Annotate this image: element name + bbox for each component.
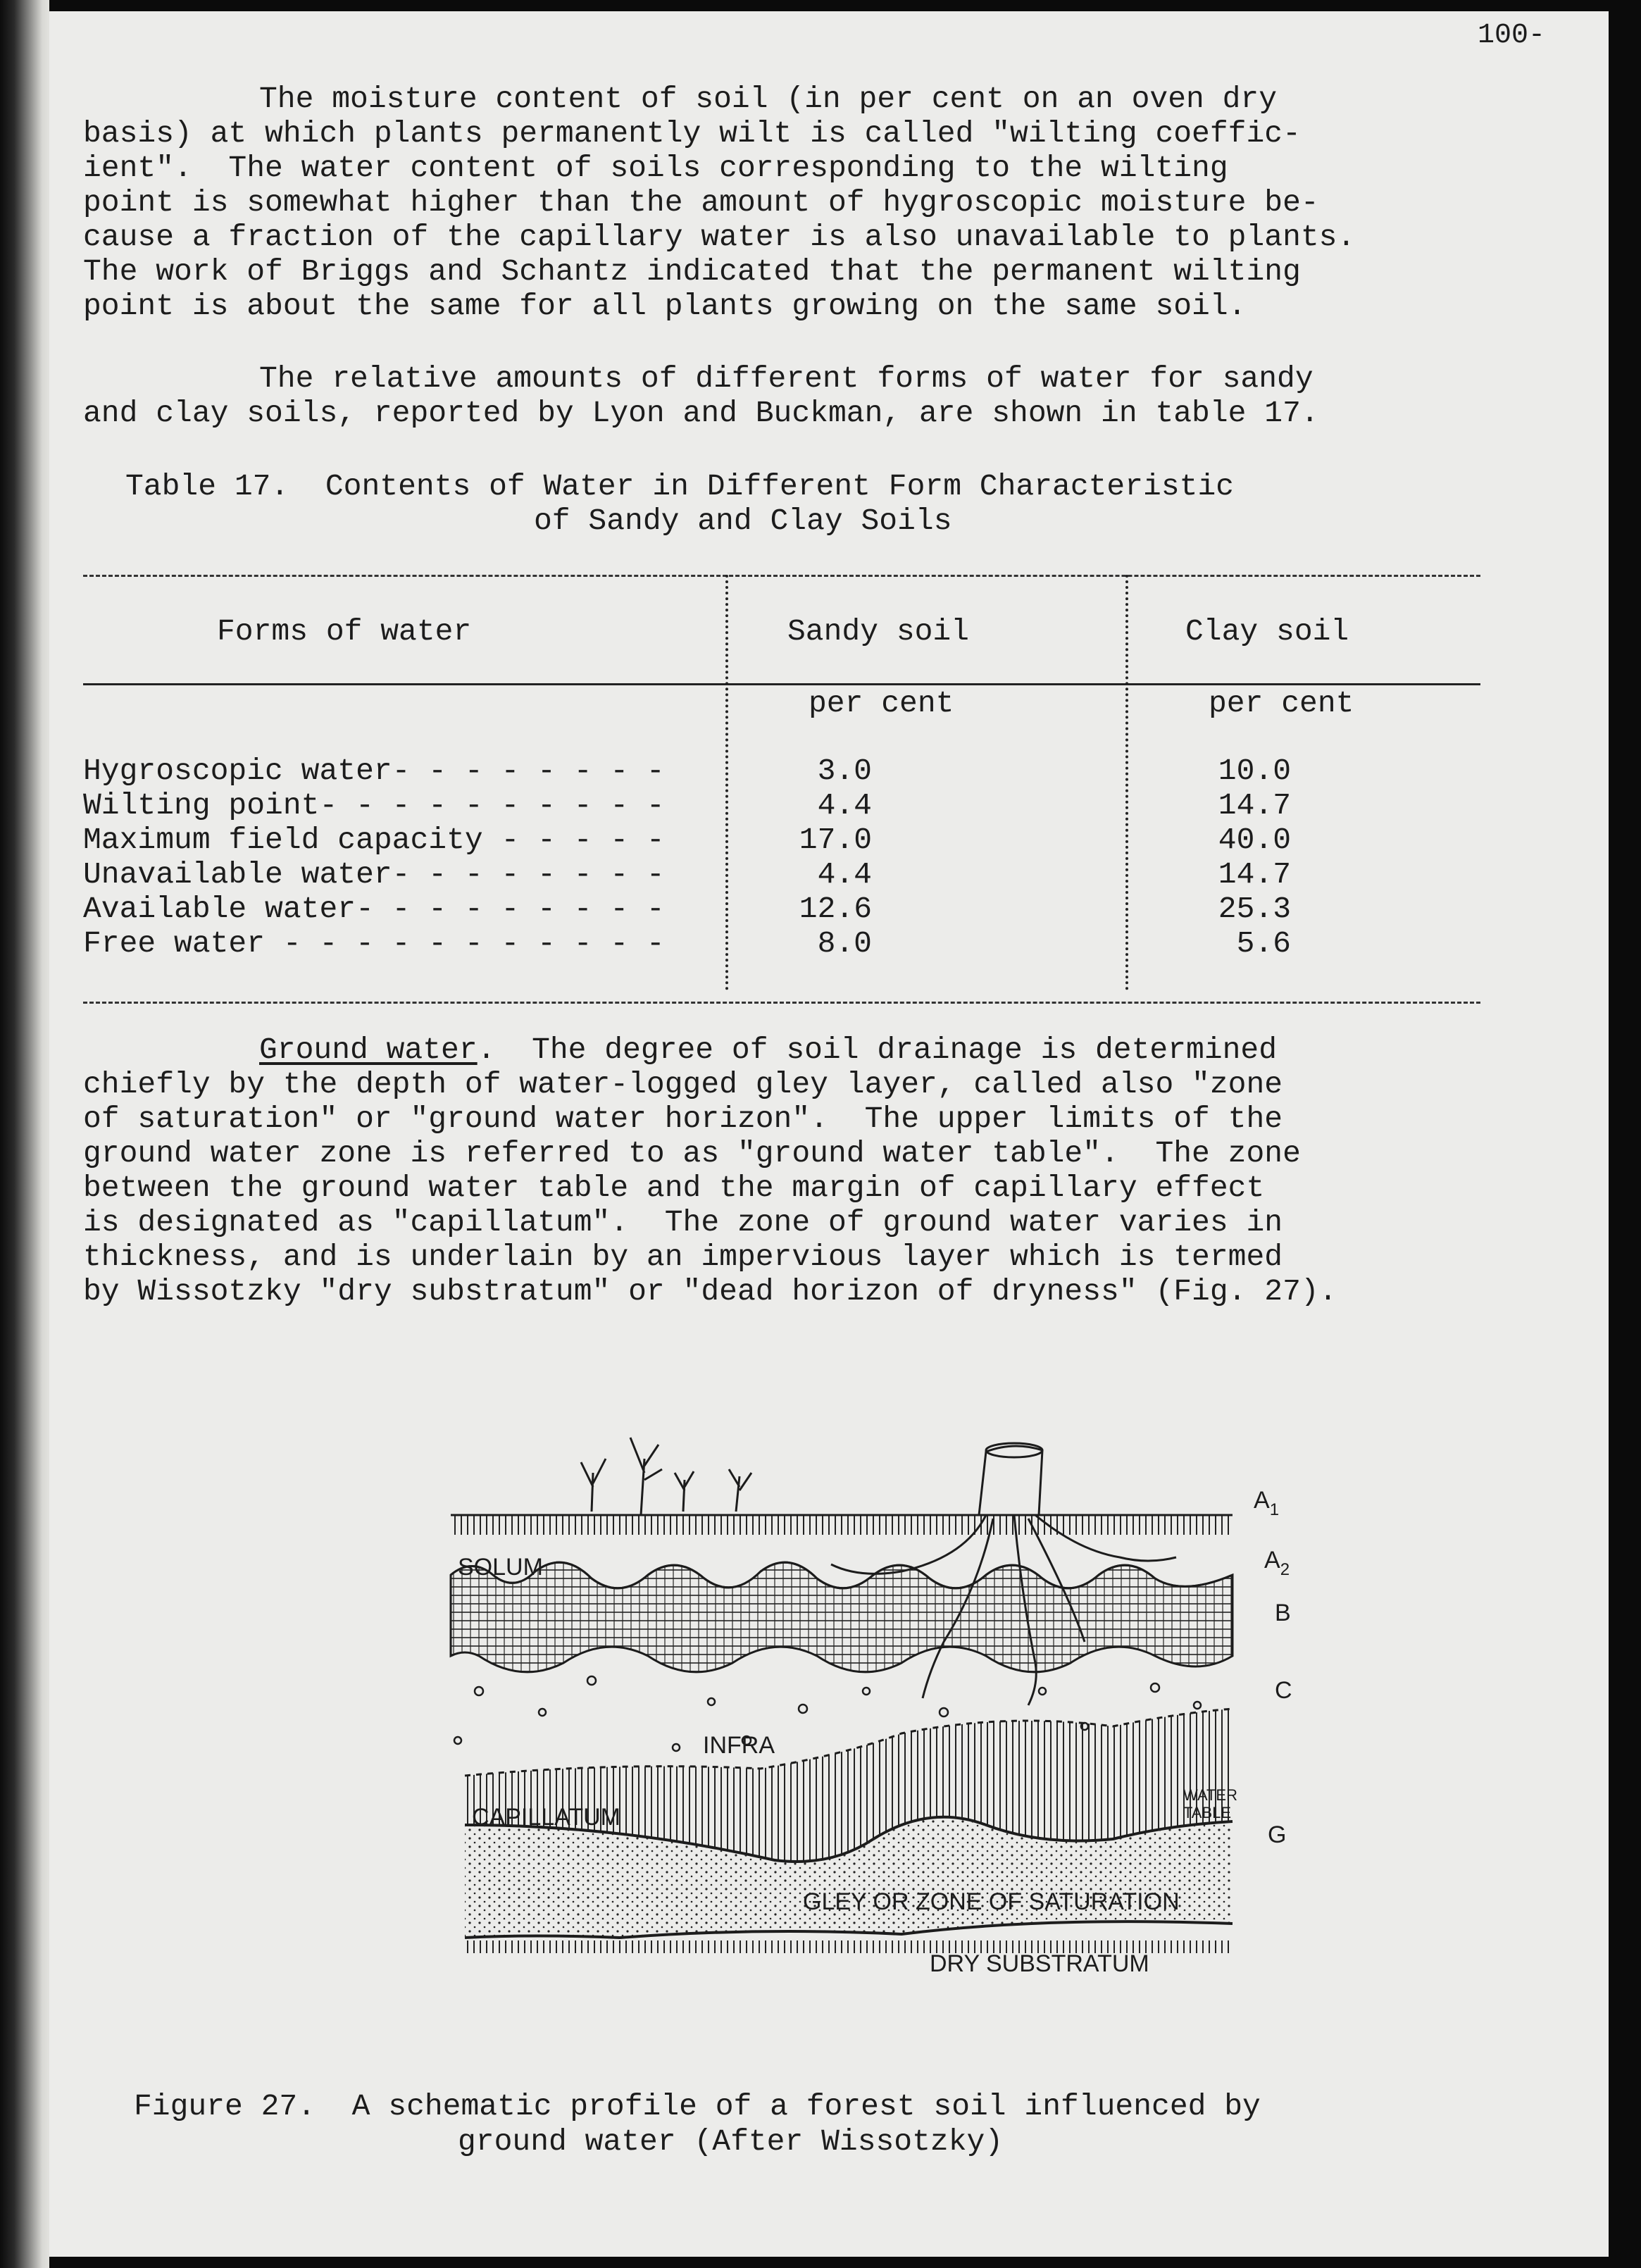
text-line: Ground water. The degree of soil drainage is determined — [259, 1033, 1278, 1067]
section-heading-ground-water: Ground water — [259, 1033, 478, 1067]
text-line: point is somewhat higher than the amount of hygroscopic moisture be- — [83, 185, 1319, 220]
label-g: G — [1268, 1821, 1287, 1848]
text-line: is designated as "capillatum". The zone of ground water varies in — [83, 1205, 1283, 1240]
row-sandy-value: 4.4 — [817, 788, 872, 823]
table-caption-line: Table 17. Contents of Water in Different Form Characteristic — [125, 469, 1235, 504]
text-line: by Wissotzky "dry substratum" or "dead horizon of dryness" (Fig. 27). — [83, 1274, 1337, 1309]
horizon-a1 — [451, 1515, 1233, 1535]
row-clay-value: 25.3 — [1218, 892, 1291, 926]
header-clay-soil: Clay soil — [1185, 614, 1349, 649]
document-page — [49, 11, 1609, 2257]
row-clay-value: 14.7 — [1218, 788, 1291, 823]
text-line: The moisture content of soil (in per cent on an oven dry — [259, 82, 1278, 116]
plant-sprouts — [581, 1438, 751, 1515]
scan-binding-edge — [0, 0, 49, 2268]
text-line: between the ground water table and the margin of capillary effect — [83, 1171, 1265, 1205]
figure-caption-line: ground water (After Wissotzky) — [458, 2124, 1004, 2159]
row-clay-value: 5.6 — [1236, 926, 1291, 961]
label-table: TABLE — [1183, 1804, 1232, 1821]
row-label-free-water: Free water - - - - - - - - - - - — [83, 926, 665, 961]
row-sandy-value: 4.4 — [817, 857, 872, 892]
table-header-rule — [83, 683, 1480, 685]
text-line: ient". The water content of soils corresponding to the wilting — [83, 151, 1228, 185]
row-sandy-value: 3.0 — [817, 754, 872, 788]
row-label-unavailable-water: Unavailable water- - - - - - - - — [83, 857, 665, 892]
label-a1: $A_1$ — [1254, 1487, 1280, 1519]
text-line: ground water zone is referred to as "ground water table". The zone — [83, 1136, 1301, 1171]
text-line: basis) at which plants permanently wilt is called "wilting coeffic- — [83, 116, 1301, 151]
row-label-wilting-point: Wilting point- - - - - - - - - - — [83, 788, 665, 823]
header-forms-of-water: Forms of water — [217, 614, 472, 649]
row-clay-value: 10.0 — [1218, 754, 1291, 788]
paragraph-relative-amounts — [83, 361, 1499, 430]
row-sandy-value: 8.0 — [817, 926, 872, 961]
text-line: The relative amounts of different forms of water for sandy — [259, 361, 1314, 396]
label-a2: $A_2$ — [1264, 1547, 1290, 1579]
row-sandy-value: 17.0 — [799, 823, 872, 857]
column-divider — [1125, 575, 1128, 990]
paragraph-ground-water — [83, 1033, 1499, 1309]
table-bottom-rule — [83, 1002, 1480, 1004]
page-number: 100- — [1477, 20, 1545, 51]
text-line: and clay soils, reported by Lyon and Buckman, are shown in table 17. — [83, 396, 1319, 430]
row-label-max-field-capacity: Maximum field capacity - - - - - — [83, 823, 665, 857]
label-c: C — [1275, 1677, 1292, 1704]
text-line: thickness, and is underlain by an impervious layer which is termed — [83, 1240, 1283, 1274]
table-caption-line: of Sandy and Clay Soils — [534, 504, 952, 538]
table-caption — [125, 469, 1234, 538]
label-capillatum: CAPILLATUM — [472, 1804, 620, 1831]
label-infra: INFRA — [703, 1732, 775, 1759]
row-sandy-value: 12.6 — [799, 892, 872, 926]
text-line: point is about the same for all plants growing on the same soil. — [83, 289, 1247, 323]
row-clay-value: 40.0 — [1218, 823, 1291, 857]
soil-profile-figure — [408, 1431, 1324, 1994]
label-water: WATER — [1183, 1786, 1237, 1804]
row-clay-value: 14.7 — [1218, 857, 1291, 892]
text-line: chiefly by the depth of water-logged gley layer, called also "zone — [83, 1067, 1283, 1102]
unit-clay: per cent — [1209, 686, 1354, 721]
text-line: The work of Briggs and Schantz indicated that the permanent wilting — [83, 254, 1301, 289]
horizon-b — [451, 1562, 1233, 1672]
figure-caption-line: Figure 27. A schematic profile of a forest soil influenced by — [134, 2089, 1261, 2124]
figure-caption — [134, 2089, 1261, 2160]
table-top-rule — [83, 575, 1480, 577]
paragraph-wilting-coefficient — [83, 82, 1499, 323]
text-line: of saturation" or "ground water horizon". The upper limits of the — [83, 1102, 1283, 1136]
header-sandy-soil: Sandy soil — [787, 614, 970, 649]
label-gley-zone: GLEY OR ZONE OF SATURATION — [803, 1888, 1180, 1915]
label-dry-substratum: DRY SUBSTRATUM — [930, 1950, 1149, 1977]
label-b: B — [1275, 1600, 1291, 1626]
text-line: cause a fraction of the capillary water is also unavailable to plants. — [83, 220, 1356, 254]
row-label-hygroscopic: Hygroscopic water- - - - - - - - — [83, 754, 665, 788]
unit-sandy: per cent — [809, 686, 954, 721]
label-solum: SOLUM — [458, 1554, 543, 1581]
row-label-available-water: Available water- - - - - - - - - — [83, 892, 665, 926]
